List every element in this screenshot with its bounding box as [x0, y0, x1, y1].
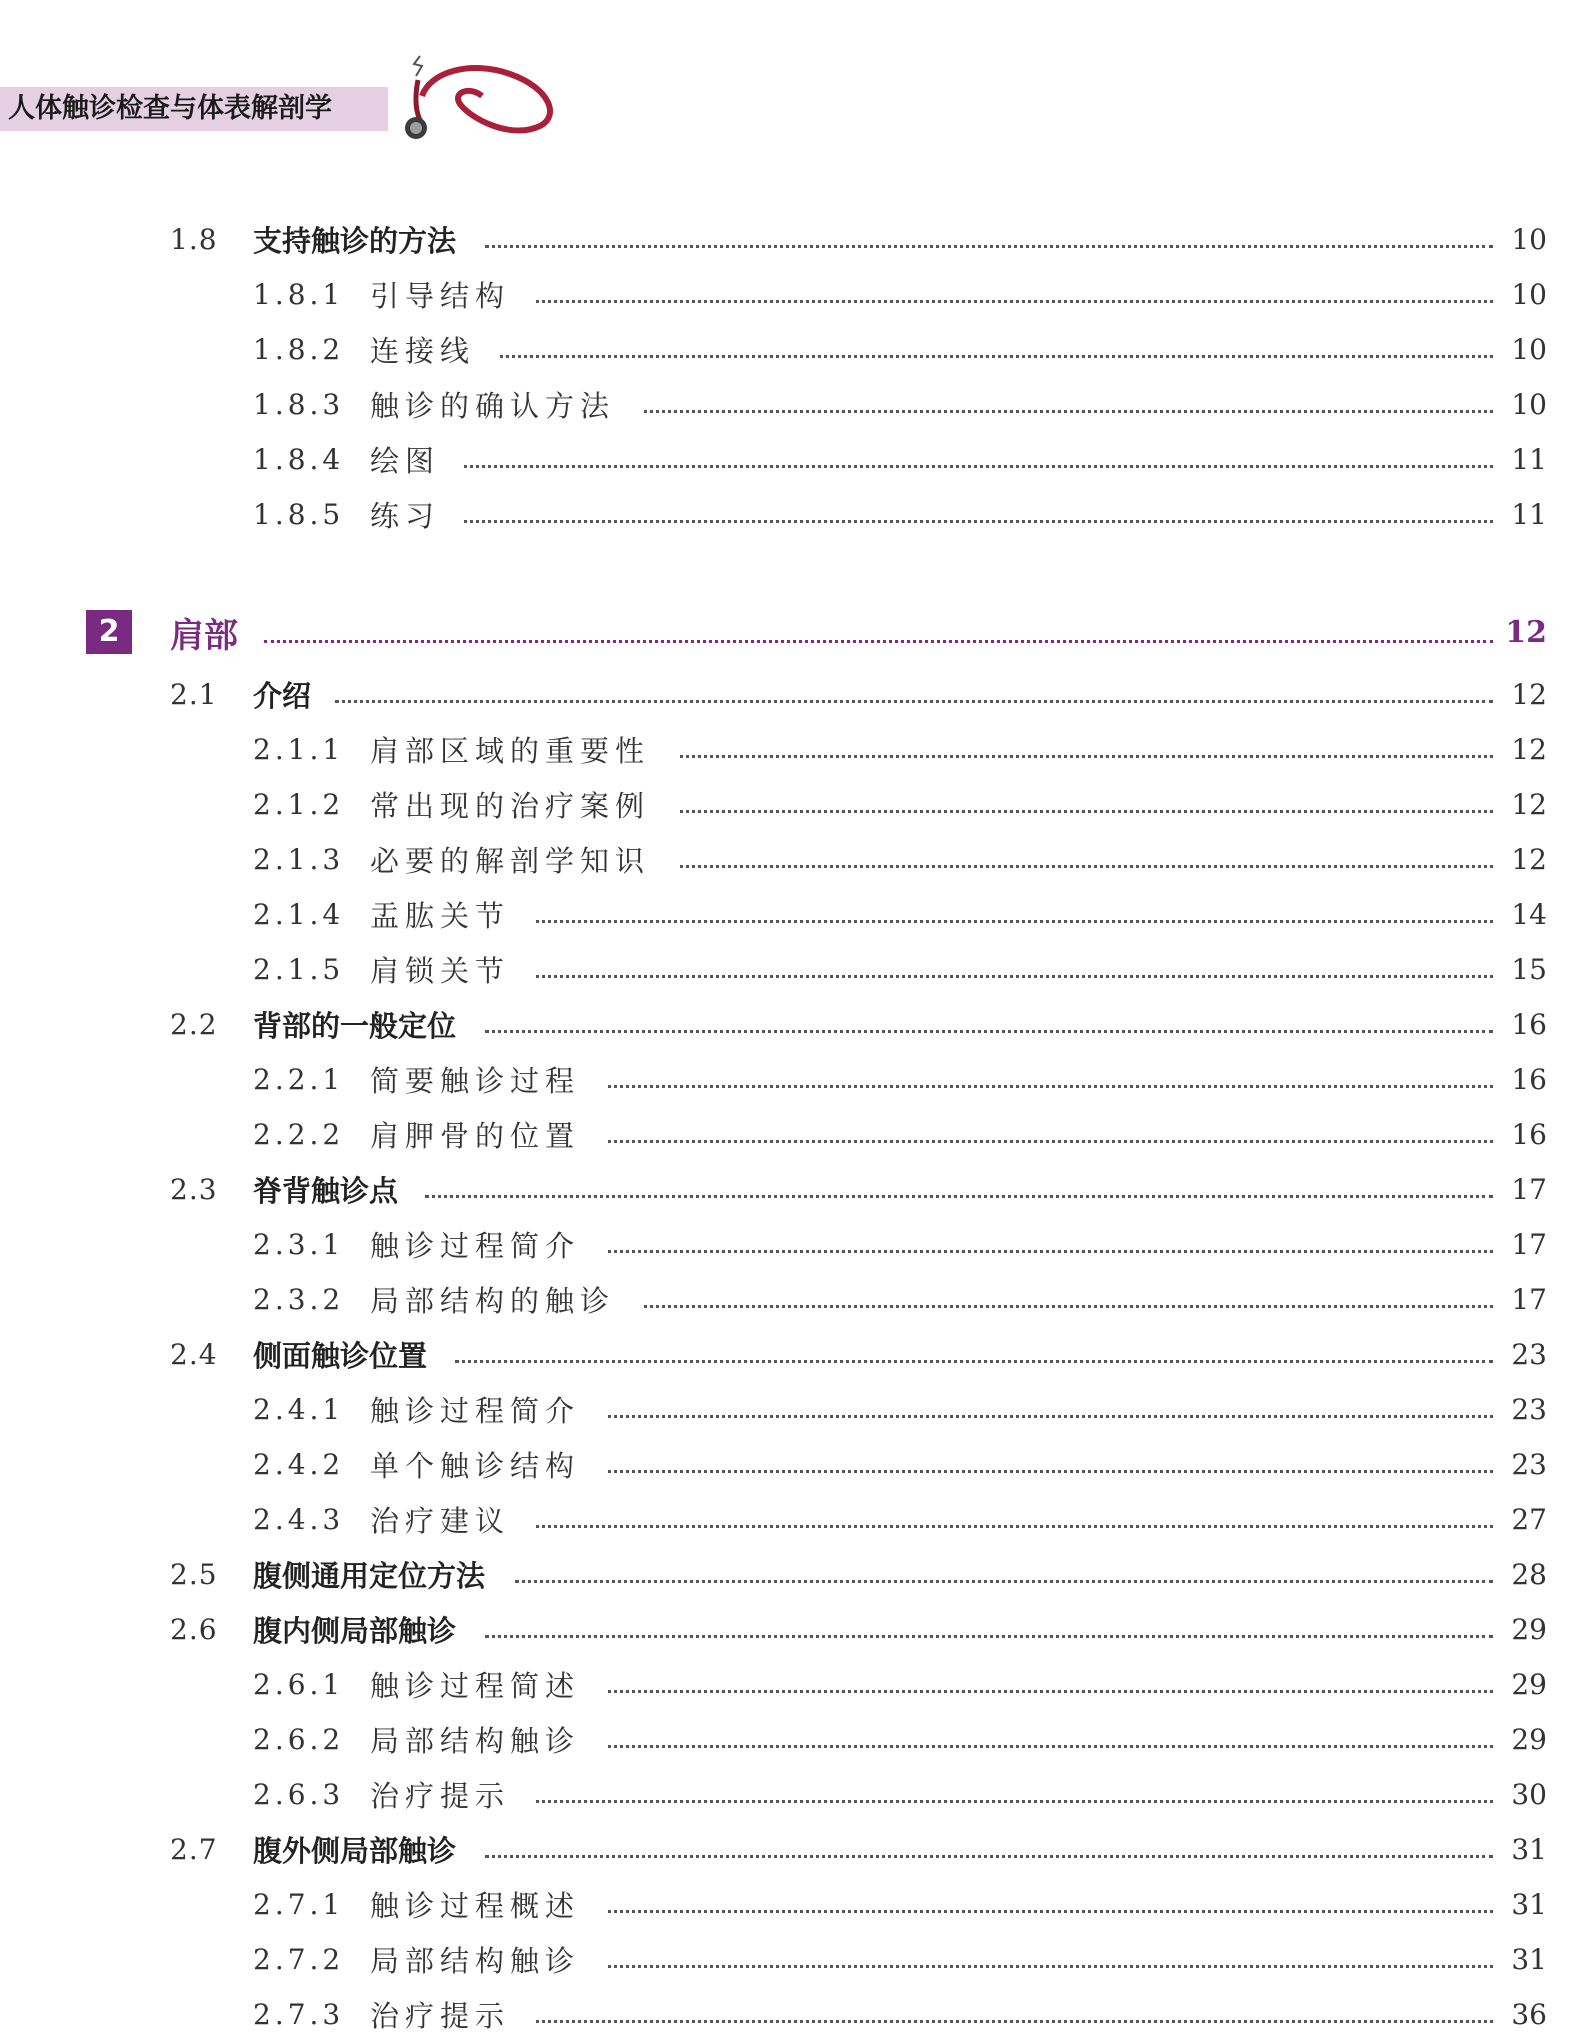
toc-entry-row[interactable] [0, 1717, 1581, 1761]
toc-entry-title: 背部的一般定位 [253, 1008, 457, 1043]
toc-entry-title: 练习 [370, 498, 441, 533]
toc-entry-title: 必要的解剖学知识 [370, 843, 651, 878]
toc-dot-leader [264, 640, 1493, 643]
toc-entry-number: 2.7.2 [253, 1942, 345, 1976]
toc-page-number: 31 [1511, 1832, 1547, 1866]
toc-entry-row[interactable] [0, 1937, 1581, 1981]
toc-entry-number: 2.3 [170, 1172, 218, 1206]
toc-page-number: 17 [1511, 1282, 1547, 1316]
toc-dot-leader [608, 1745, 1493, 1748]
toc-entry-row[interactable] [0, 327, 1581, 371]
toc-entry-row[interactable] [0, 1992, 1581, 2036]
toc-entry-row[interactable] [0, 382, 1581, 426]
toc-entry-row[interactable] [0, 1112, 1581, 1156]
toc-dot-leader [515, 1580, 1493, 1583]
toc-page-number: 10 [1511, 222, 1547, 256]
toc-dot-leader [608, 1415, 1493, 1418]
toc-dot-leader [500, 355, 1493, 358]
toc-entry-number: 2.6.3 [253, 1777, 345, 1811]
toc-dot-leader [335, 700, 1493, 703]
toc-dot-leader [485, 245, 1493, 248]
toc-entry-row[interactable] [0, 1002, 1581, 1046]
toc-entry-title: 简要触诊过程 [370, 1063, 581, 1098]
toc-dot-leader [680, 810, 1493, 813]
toc-dot-leader [608, 1470, 1493, 1473]
toc-page-number: 29 [1511, 1667, 1547, 1701]
toc-page-number: 14 [1511, 897, 1547, 931]
book-title: 人体触诊检查与体表解剖学 [8, 93, 332, 124]
toc-dot-leader [425, 1195, 1493, 1198]
toc-entry-number: 2.1.1 [253, 732, 345, 766]
toc-entry-number: 2.5 [170, 1557, 218, 1591]
toc-page-number: 29 [1511, 1722, 1547, 1756]
toc-entry-title: 脊背触诊点 [253, 1173, 399, 1208]
toc-entry-title: 肩部区域的重要性 [370, 733, 651, 768]
toc-entry-number: 2.2.1 [253, 1062, 345, 1096]
toc-entry-title: 腹外侧局部触诊 [253, 1833, 457, 1868]
toc-entry-number: 2.7.1 [253, 1887, 345, 1921]
toc-dot-leader [680, 865, 1493, 868]
toc-page-number: 36 [1511, 1997, 1547, 2031]
toc-entry-row[interactable] [0, 892, 1581, 936]
chapter-number-badge: 2 [86, 610, 132, 654]
toc-entry-row[interactable] [0, 1827, 1581, 1871]
toc-entry-row[interactable] [0, 1057, 1581, 1101]
toc-entry-row[interactable] [0, 1552, 1581, 1596]
toc-page-number: 15 [1511, 952, 1547, 986]
toc-entry-title: 引导结构 [370, 278, 511, 313]
toc-entry-title: 局部结构触诊 [370, 1723, 581, 1758]
toc-entry-number: 2.2 [170, 1007, 218, 1041]
toc-entry-title: 介绍 [253, 678, 312, 713]
toc-page-number: 23 [1511, 1337, 1547, 1371]
toc-dot-leader [464, 520, 1493, 523]
toc-entry-title: 腹内侧局部触诊 [253, 1613, 457, 1648]
toc-entry-row[interactable] [0, 727, 1581, 771]
toc-page-number: 12 [1511, 842, 1547, 876]
toc-entry-title: 治疗提示 [370, 1778, 511, 1813]
toc-entry-row[interactable] [0, 672, 1581, 716]
toc-page-number: 29 [1511, 1612, 1547, 1646]
toc-page-number: 31 [1511, 1942, 1547, 1976]
toc-dot-leader [608, 1140, 1493, 1143]
toc-entry-number: 2.4.1 [253, 1392, 345, 1426]
toc-dot-leader [464, 465, 1493, 468]
toc-entry-row[interactable] [0, 837, 1581, 881]
toc-entry-row[interactable] [0, 492, 1581, 536]
toc-dot-leader [485, 1635, 1493, 1638]
toc-entry-title: 触诊过程概述 [370, 1888, 581, 1923]
toc-page-number: 11 [1511, 497, 1547, 531]
toc-entry-row[interactable] [0, 1332, 1581, 1376]
toc-dot-leader [644, 410, 1493, 413]
toc-page-number: 27 [1511, 1502, 1547, 1536]
toc-page-number: 30 [1511, 1777, 1547, 1811]
toc-page-number: 23 [1511, 1447, 1547, 1481]
toc-page-number: 23 [1511, 1392, 1547, 1426]
toc-page-number: 12 [1511, 677, 1547, 711]
toc-entry-row[interactable] [0, 1772, 1581, 1816]
toc-entry-number: 2.6 [170, 1612, 218, 1646]
toc-entry-row[interactable] [0, 1662, 1581, 1706]
toc-entry-title: 触诊过程简述 [370, 1668, 581, 1703]
toc-entry-title: 连接线 [370, 333, 476, 368]
toc-entry-row[interactable] [0, 1442, 1581, 1486]
toc-entry-number: 2.6.1 [253, 1667, 345, 1701]
toc-entry-number: 2.2.2 [253, 1117, 345, 1151]
toc-dot-leader [608, 1910, 1493, 1913]
toc-entry-title: 单个触诊结构 [370, 1448, 581, 1483]
toc-page-number: 10 [1511, 387, 1547, 421]
toc-entry-title: 肩胛骨的位置 [370, 1118, 581, 1153]
toc-page-number: 11 [1511, 442, 1547, 476]
toc-page-number: 12 [1511, 787, 1547, 821]
toc-entry-row[interactable] [0, 1882, 1581, 1926]
toc-entry-title: 治疗提示 [370, 1998, 511, 2033]
toc-dot-leader [608, 1965, 1493, 1968]
toc-dot-leader [536, 920, 1493, 923]
toc-entry-number: 2.4 [170, 1337, 218, 1371]
toc-dot-leader [680, 755, 1493, 758]
toc-entry-number: 2.4.2 [253, 1447, 345, 1481]
toc-entry-row[interactable] [0, 1387, 1581, 1431]
toc-entry-number: 2.1.3 [253, 842, 345, 876]
toc-entry-title: 肩部 [170, 615, 238, 656]
toc-entry-number: 1.8.2 [253, 332, 345, 366]
toc-dot-leader [608, 1085, 1493, 1088]
toc-page-number: 17 [1511, 1227, 1547, 1261]
toc-entry-title: 绘图 [370, 443, 441, 478]
toc-entry-title: 支持触诊的方法 [253, 223, 457, 258]
toc-dot-leader [485, 1855, 1493, 1858]
toc-entry-number: 2.3.2 [253, 1282, 345, 1316]
toc-entry-title: 触诊过程简介 [370, 1228, 581, 1263]
toc-page-number: 16 [1511, 1062, 1547, 1096]
toc-page-number: 12 [1511, 732, 1547, 766]
toc-entry-number: 2.4.3 [253, 1502, 345, 1536]
toc-entry-row[interactable] [0, 1607, 1581, 1651]
toc-entry-row[interactable] [0, 272, 1581, 316]
toc-entry-title: 触诊过程简介 [370, 1393, 581, 1428]
toc-entry-number: 2.7.3 [253, 1997, 345, 2031]
toc-dot-leader [644, 1305, 1493, 1308]
toc-page-number: 28 [1511, 1557, 1547, 1591]
toc-entry-number: 2.1.4 [253, 897, 345, 931]
toc-entry-row[interactable] [0, 1167, 1581, 1211]
toc-entry-number: 2.1.5 [253, 952, 345, 986]
toc-entry-title: 肩锁关节 [370, 953, 511, 988]
toc-entry-title: 腹侧通用定位方法 [253, 1558, 486, 1593]
toc-entry-title: 盂肱关节 [370, 898, 511, 933]
toc-entry-title: 局部结构的触诊 [370, 1283, 616, 1318]
toc-entry-row[interactable] [0, 782, 1581, 826]
toc-dot-leader [536, 300, 1493, 303]
toc-entry-number: 2.7 [170, 1832, 218, 1866]
toc-entry-row[interactable] [0, 1497, 1581, 1541]
toc-entry-number: 1.8.1 [253, 277, 345, 311]
toc-entry-number: 1.8 [170, 222, 218, 256]
toc-entry-number: 2.1.2 [253, 787, 345, 821]
toc-page-number: 31 [1511, 1887, 1547, 1921]
toc-entry-title: 侧面触诊位置 [253, 1338, 428, 1373]
toc-dot-leader [608, 1690, 1493, 1693]
toc-entry-row[interactable] [0, 1277, 1581, 1321]
toc-dot-leader [455, 1360, 1493, 1363]
toc-entry-number: 1.8.4 [253, 442, 345, 476]
toc-entry-title: 治疗建议 [370, 1503, 511, 1538]
toc-entry-number: 1.8.3 [253, 387, 345, 421]
toc-entry-number: 2.1 [170, 677, 218, 711]
toc-entry-title: 触诊的确认方法 [370, 388, 616, 423]
toc-page-number: 12 [1505, 614, 1547, 650]
toc-entry-number: 2.6.2 [253, 1722, 345, 1756]
toc-page-number: 16 [1511, 1007, 1547, 1041]
toc-page-number: 17 [1511, 1172, 1547, 1206]
toc-entry-row[interactable] [0, 437, 1581, 481]
toc-dot-leader [608, 1250, 1493, 1253]
toc-page-number: 10 [1511, 277, 1547, 311]
toc-entry-row[interactable] [0, 1222, 1581, 1266]
toc-entry-title: 局部结构触诊 [370, 1943, 581, 1978]
toc-entry-number: 1.8.5 [253, 497, 345, 531]
toc-entry-row[interactable] [0, 947, 1581, 991]
toc-dot-leader [536, 1800, 1493, 1803]
toc-entry-row[interactable] [0, 217, 1581, 261]
toc-entry-number: 2.3.1 [253, 1227, 345, 1261]
toc-dot-leader [536, 1525, 1493, 1528]
toc-page-number: 10 [1511, 332, 1547, 366]
toc-entry-title: 常出现的治疗案例 [370, 788, 651, 823]
toc-dot-leader [536, 975, 1493, 978]
toc-chapter-row[interactable] [0, 610, 1581, 654]
toc-dot-leader [485, 1030, 1493, 1033]
toc-page-number: 16 [1511, 1117, 1547, 1151]
